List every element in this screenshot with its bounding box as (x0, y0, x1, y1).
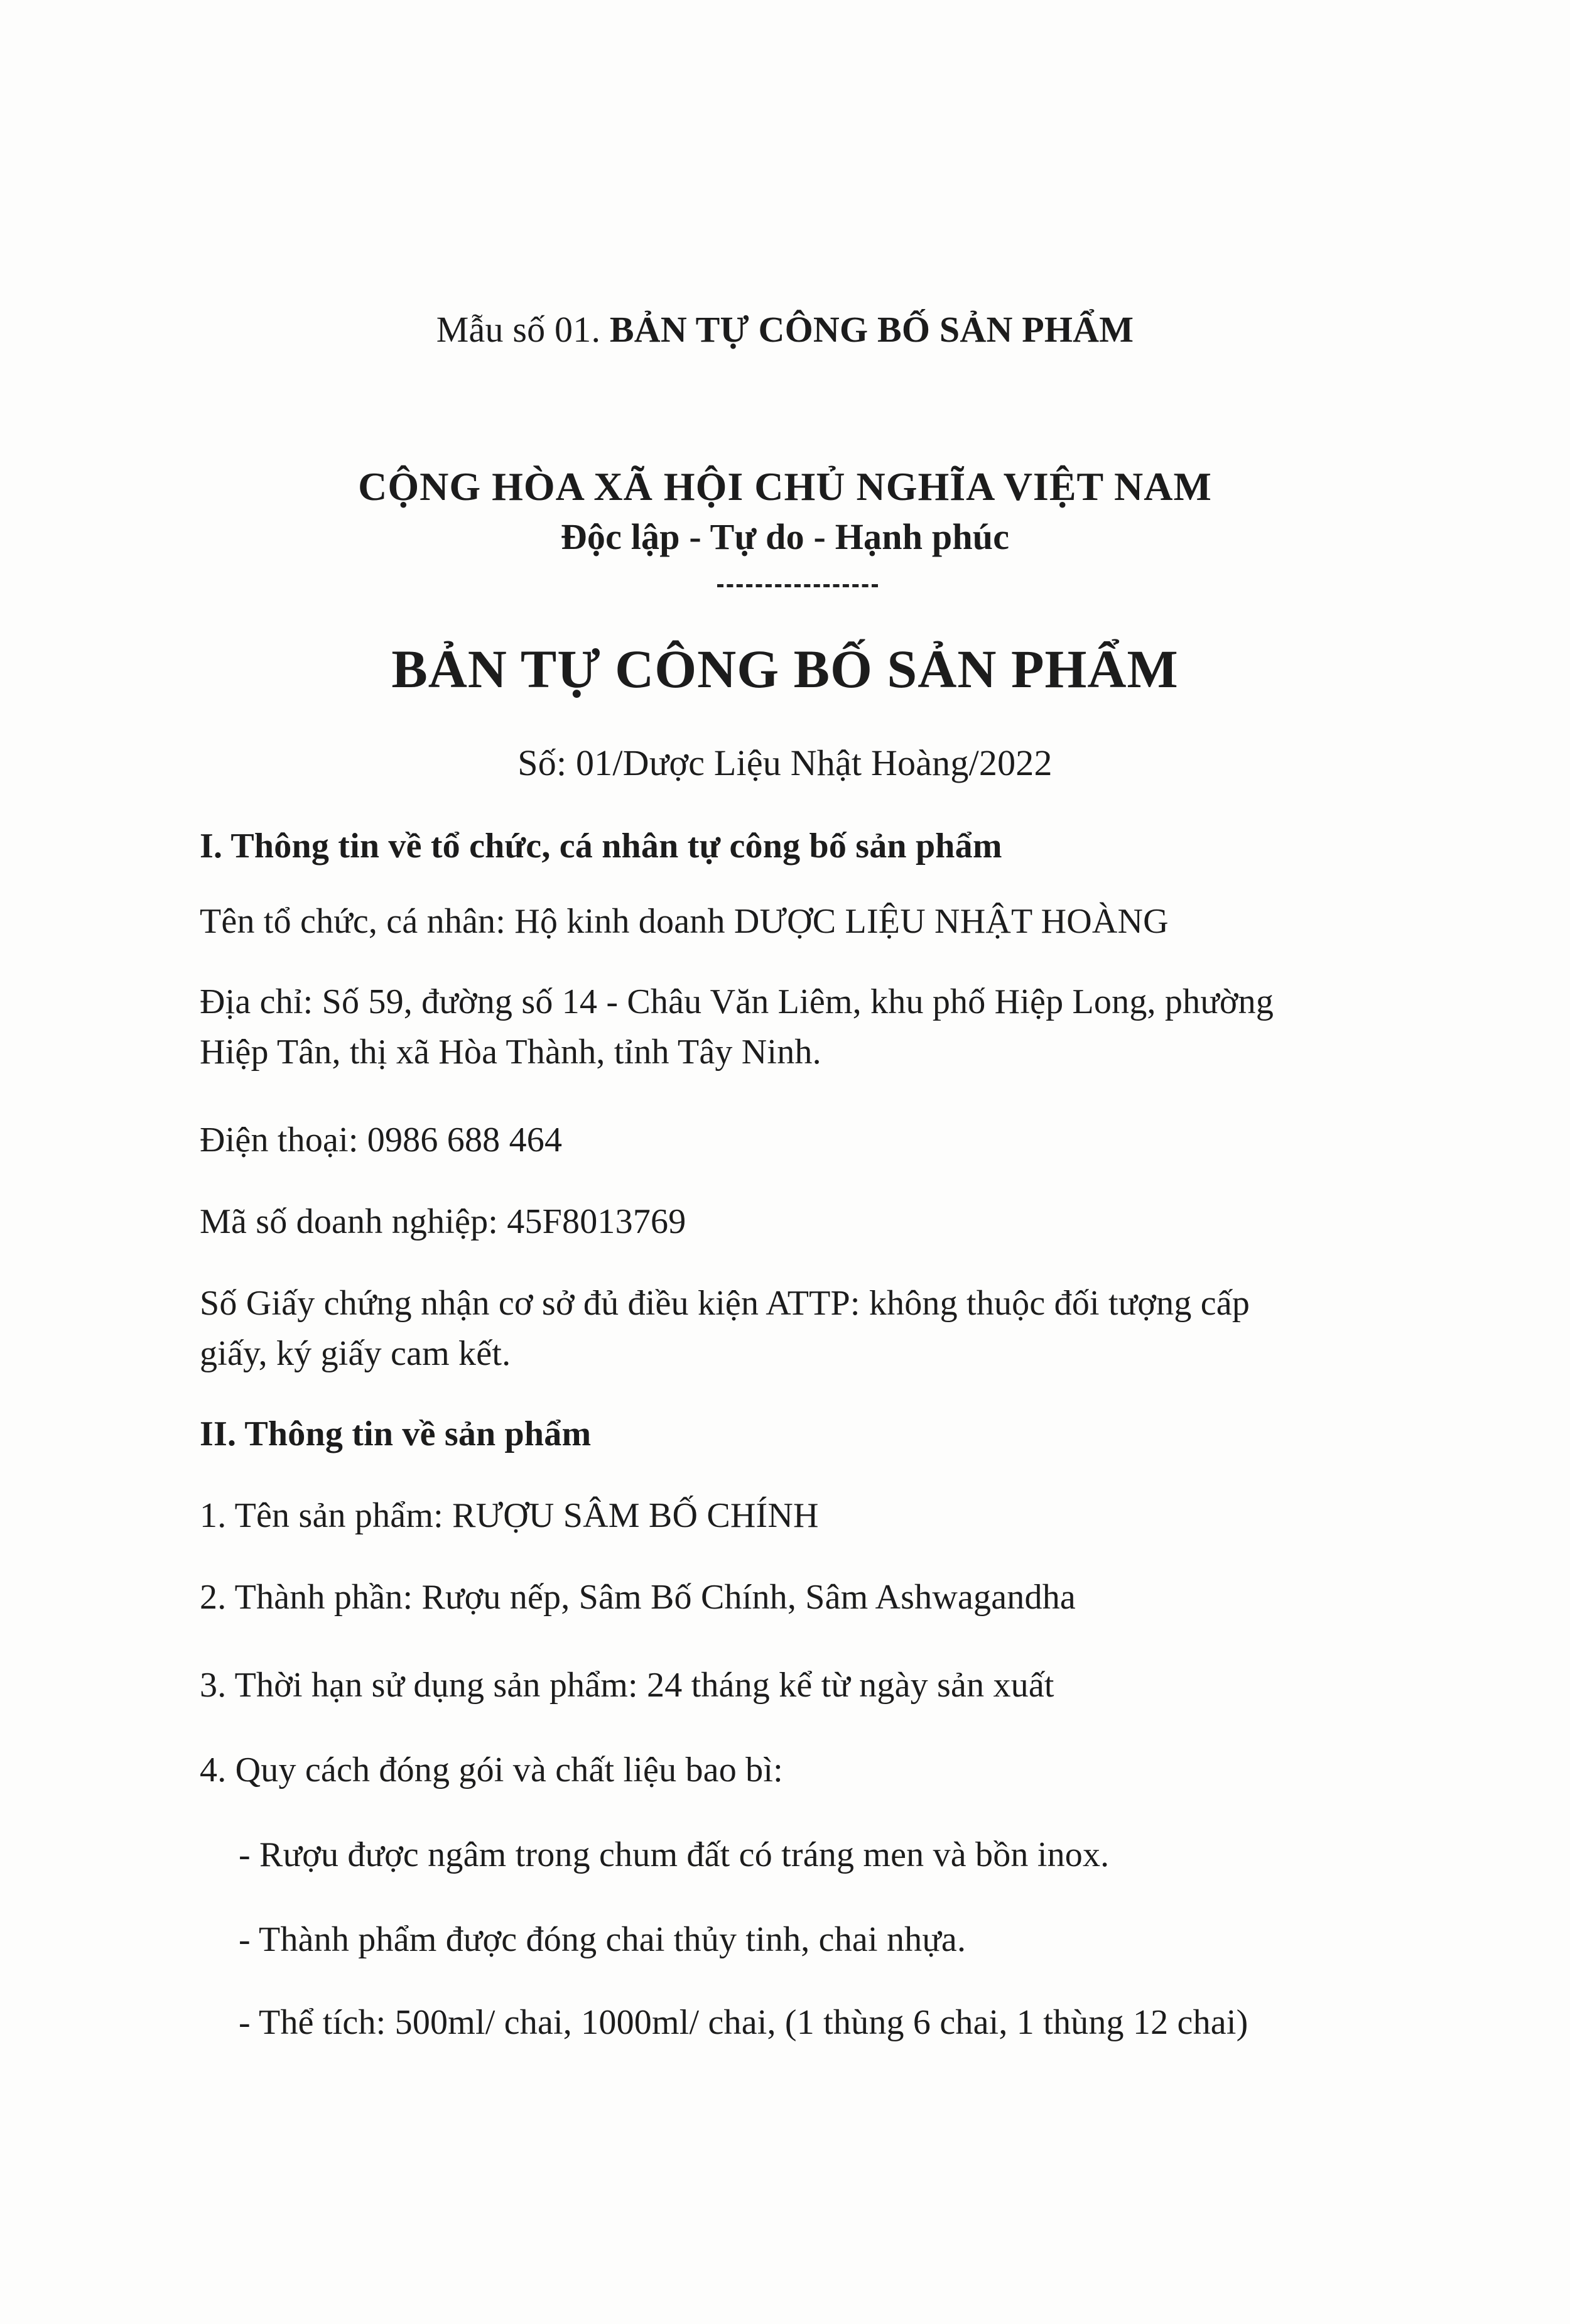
address-line-1: Địa chỉ: Số 59, đường số 14 - Châu Văn Liêm, khu phố Hiệp Long, phường (200, 982, 1274, 1021)
list-item: 2. Thành phần: Rượu nếp, Sâm Bố Chính, Sâm Ashwagandha (200, 1578, 1076, 1617)
section1-heading: I. Thông tin về tổ chức, cá nhân tự công bố sản phẩm (200, 827, 1002, 866)
header-divider (717, 584, 878, 587)
form-title: BẢN TỰ CÔNG BỐ SẢN PHẨM (609, 309, 1134, 350)
phone: Điện thoại: 0986 688 464 (200, 1121, 563, 1159)
form-number-line (0, 308, 1570, 352)
address-line-2: Hiệp Tân, thị xã Hòa Thành, tỉnh Tây Ninh. (200, 1033, 821, 1072)
business-code: Mã số doanh nghiệp: 45F8013769 (200, 1202, 686, 1241)
packaging-item: - Thành phẩm được đóng chai thủy tinh, chai nhựa. (239, 1920, 966, 1959)
packaging-item: - Rượu được ngâm trong chum đất có tráng men và bồn inox. (239, 1835, 1110, 1874)
certificate-line-2: giấy, ký giấy cam kết. (200, 1334, 511, 1373)
section2-heading: II. Thông tin về sản phẩm (200, 1414, 592, 1453)
form-number: Mẫu số 01. (436, 309, 601, 350)
packaging-item: - Thể tích: 500ml/ chai, 1000ml/ chai, (1 thùng 6 chai, 1 thùng 12 chai) (239, 2003, 1248, 2042)
document-title: BẢN TỰ CÔNG BỐ SẢN PHẨM (391, 639, 1179, 699)
list-item: 3. Thời hạn sử dụng sản phẩm: 24 tháng kể từ ngày sản xuất (200, 1666, 1054, 1705)
certificate-line-1: Số Giấy chứng nhận cơ sở đủ điều kiện ATTP: không thuộc đối tượng cấp (200, 1284, 1250, 1323)
nation-heading: CỘNG HÒA XÃ HỘI CHỦ NGHĨA VIỆT NAM (358, 464, 1212, 509)
motto: Độc lập - Tự do - Hạnh phúc (560, 516, 1010, 557)
list-item: 4. Quy cách đóng gói và chất liệu bao bì: (200, 1751, 783, 1789)
document-number: Số: 01/Dược Liệu Nhật Hoàng/2022 (517, 742, 1053, 783)
list-item: 1. Tên sản phẩm: RƯỢU SÂM BỐ CHÍNH (200, 1496, 819, 1535)
org-name: Tên tổ chức, cá nhân: Hộ kinh doanh DƯỢC LIỆU NHẬT HOÀNG (200, 902, 1169, 941)
